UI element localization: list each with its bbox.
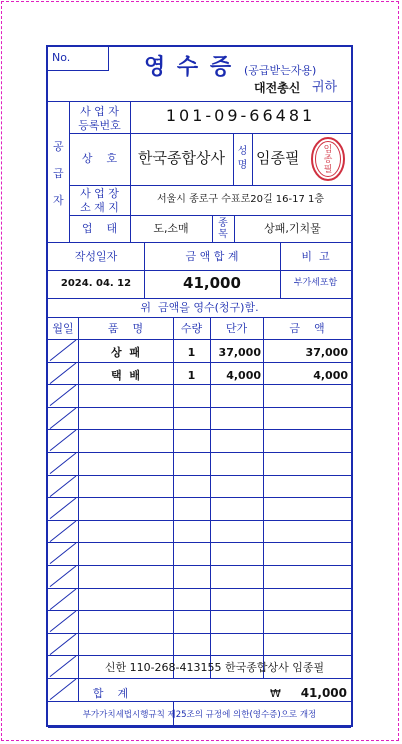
issue-date: 2024. 04. 12: [60, 278, 132, 289]
bank-info: 신한 110-268-413155 한국종합상사 임종필: [104, 661, 325, 674]
business-type: 도,소매: [153, 222, 189, 235]
item-amount: 37,000: [305, 346, 348, 359]
grid-line: [48, 452, 351, 453]
col-qty: 수량: [180, 322, 203, 335]
divider: [69, 185, 351, 186]
reg-no-label-1: 사 업 자: [80, 105, 119, 118]
date-cell-diagonal: [48, 362, 78, 385]
reg-no-label-2: 등록번호: [78, 119, 121, 132]
divider: [233, 133, 234, 185]
divider: [252, 133, 253, 185]
date-cell-diagonal: [48, 339, 78, 362]
svg-text:임: 임: [323, 145, 333, 155]
date-cell-diagonal: [48, 475, 78, 498]
col-unit: 단가: [225, 322, 248, 335]
grid-line: [48, 475, 351, 476]
date-cell-diagonal: [48, 610, 78, 633]
date-cell-diagonal: [48, 429, 78, 452]
divider: [48, 317, 351, 318]
divider: [69, 133, 351, 134]
grid-line: [48, 588, 351, 589]
grid-line: [48, 362, 351, 363]
svg-text:종: 종: [323, 155, 333, 165]
sum-label: 합 계: [92, 687, 129, 700]
item-qty: 1: [187, 369, 196, 382]
divider: [48, 270, 351, 271]
grid-line: [48, 678, 351, 679]
date-label: 작성일자: [74, 250, 118, 263]
remarks-value: 부가세포함: [293, 278, 338, 288]
date-cell-diagonal: [48, 565, 78, 588]
grid-line: [48, 542, 351, 543]
divider: [48, 339, 351, 340]
grid-line: [48, 633, 351, 634]
receipt-statement: 위 금액을 영수(청구)함.: [140, 301, 259, 314]
grid-line: [48, 655, 351, 656]
divider: [48, 298, 351, 299]
item-type-label-1: 종: [218, 218, 228, 229]
grid-line: [48, 610, 351, 611]
date-cell-diagonal: [48, 407, 78, 430]
seal-stamp: [310, 136, 346, 182]
legal-footer: 부가가치세법시행규칙 제25조의 규정에 의한(영수증)으로 개정: [82, 710, 317, 720]
company-label: 상 호: [81, 152, 118, 165]
company-name: 한국종합상사: [138, 149, 225, 167]
copy-note: (공급받는자용): [244, 64, 317, 77]
grid-line: [48, 701, 351, 702]
receipt-form: [46, 45, 353, 727]
receipt-title: 영 수 증: [144, 55, 234, 80]
total-amount: 41,000: [183, 274, 241, 292]
date-cell-diagonal: [48, 633, 78, 656]
name-label-1: 성: [237, 146, 248, 157]
grid-line: [48, 727, 351, 728]
item-name: 택 배: [111, 369, 140, 382]
grid-line: [48, 497, 351, 498]
col-date: 월일: [52, 322, 74, 335]
supplier-label-1: 공: [53, 140, 64, 153]
date-cell-diagonal: [48, 384, 78, 407]
recipient-suffix: 귀하: [312, 80, 338, 95]
col-amount: 금 액: [289, 322, 325, 335]
item-unit-price: 4,000: [226, 369, 261, 382]
divider: [48, 242, 351, 243]
divider: [69, 215, 351, 216]
item-unit-price: 37,000: [218, 346, 261, 359]
address-label-1: 사 업 장: [80, 187, 119, 200]
item-name: 상 패: [111, 346, 140, 359]
grid-line: [48, 565, 351, 566]
date-cell-diagonal: [48, 452, 78, 475]
sum-amount: 41,000: [300, 686, 347, 700]
total-label: 금 액 합 계: [185, 250, 239, 263]
recipient-name: 대전총신: [254, 81, 301, 95]
reg-no: 101-09-66481: [165, 106, 316, 125]
divider: [48, 101, 351, 102]
owner-name: 임종필: [256, 149, 300, 167]
item-type: 상패,기치물: [264, 222, 321, 235]
remarks-label: 비 고: [301, 250, 330, 263]
currency-symbol: ₩: [270, 687, 281, 700]
no-label: No.: [52, 51, 71, 64]
grid-line: [48, 520, 351, 521]
business-address: 서울시 종로구 수표로20길 16-17 1층: [156, 194, 325, 205]
business-type-label: 업 태: [81, 222, 118, 235]
item-qty: 1: [187, 346, 196, 359]
date-cell-diagonal: [48, 655, 78, 678]
grid-line: [48, 429, 351, 430]
grid-line: [48, 407, 351, 408]
col-item: 품 명: [107, 322, 144, 335]
date-cell-diagonal: [48, 588, 78, 611]
item-type-label-2: 목: [218, 229, 228, 240]
date-cell-diagonal: [48, 542, 78, 565]
name-label-2: 명: [237, 160, 248, 171]
date-cell-diagonal: [48, 497, 78, 520]
address-label-2: 소 재 지: [80, 201, 119, 214]
date-cell-diagonal: [48, 520, 78, 543]
supplier-label-2: 급: [53, 167, 64, 180]
supplier-label-3: 자: [53, 194, 64, 207]
svg-text:필: 필: [323, 165, 333, 175]
item-amount: 4,000: [313, 369, 348, 382]
grid-line: [48, 384, 351, 385]
